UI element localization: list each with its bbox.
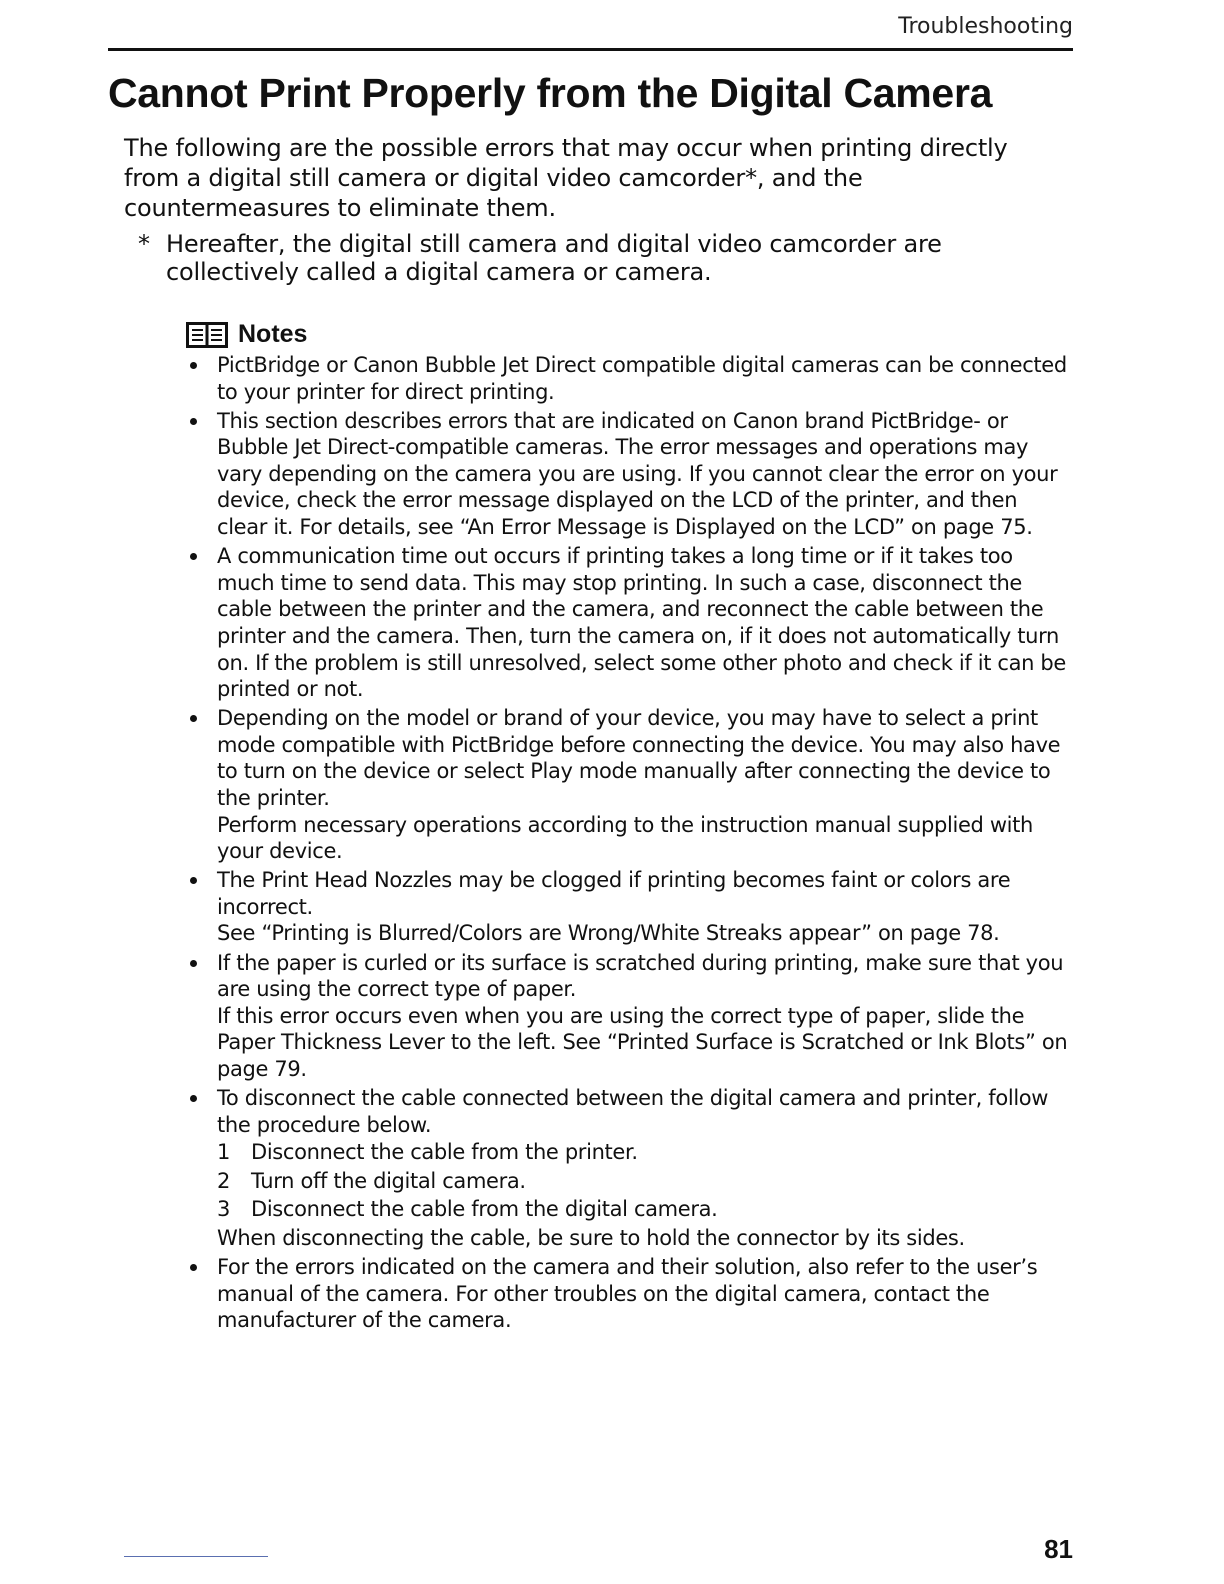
header-rule	[108, 48, 1073, 51]
note-item	[186, 1254, 1071, 1334]
note-after: When disconnecting the cable, be sure to hold the connector by its sides.	[217, 1226, 965, 1250]
step-number: 2	[217, 1168, 231, 1193]
step-item	[217, 1168, 1071, 1195]
page-number: 81	[1044, 1534, 1073, 1564]
notes-header	[186, 320, 307, 349]
step-number: 3	[217, 1197, 231, 1222]
notes-list	[186, 352, 1071, 1336]
step-text: Turn off the digital camera.	[251, 1168, 526, 1193]
disconnect-steps	[217, 1139, 1071, 1223]
note-text: The Print Head Nozzles may be clogged if printing becomes faint or colors are incorrect.	[217, 868, 1011, 919]
note-text: Depending on the model or brand of your device, you may have to select a print mode compatible with PictBridge before connecting the device. You may also have to turn on the device or select Play mode manually after connecting the device to the printer.	[217, 706, 1061, 810]
note-text: This section describes errors that are indicated on Canon brand PictBridge- or Bubble Jet Direct-compatible cameras. The error messages and operations may vary depending on the camera you are using. If you cannot clear the error on your device, check the error message displayed on the LCD of the printer, and then clear it. For details, see “An Error Message is Displayed on the LCD” on page 75.	[217, 408, 1058, 540]
note-text: If the paper is curled or its surface is scratched during printing, make sure that you are using the correct type of paper.	[217, 950, 1064, 1002]
note-extra: See “Printing is Blurred/Colors are Wrong/White Streaks appear” on page 78.	[217, 921, 1000, 946]
footer-line	[124, 1556, 268, 1557]
step-text: Disconnect the cable from the printer.	[251, 1140, 638, 1165]
step-number: 1	[217, 1140, 231, 1165]
note-item	[186, 1085, 1071, 1252]
note-text: PictBridge or Canon Bubble Jet Direct compatible digital cameras can be connected to your printer for direct printing.	[217, 353, 1067, 404]
footnote-text: Hereafter, the digital still camera and digital video camcorder are collectively called a digital camera or camera.	[166, 230, 942, 286]
footnote-asterisk: *	[138, 230, 150, 258]
intro-paragraph: The following are the possible errors that may occur when printing directly from a digital still camera or digital video camcorder*, and the countermeasures to eliminate them.	[124, 134, 1008, 222]
note-item	[186, 705, 1071, 865]
footnote	[138, 230, 1058, 286]
step-text: Disconnect the cable from the digital camera.	[251, 1197, 718, 1222]
note-text: For the errors indicated on the camera and their solution, also refer to the user’s manual of the camera. For other troubles on the digital camera, contact the manufacturer of the camera.	[217, 1255, 1038, 1333]
note-text: To disconnect the cable connected between the digital camera and printer, follow the procedure below.	[217, 1086, 1049, 1137]
notes-book-icon	[186, 322, 228, 348]
note-text: A communication time out occurs if printing takes a long time or if it takes too much time to send data. This may stop printing. In such a case, disconnect the cable between the printer and the camera, and reconnect the cable between the printer and the camera. Then, turn the camera on, if it does not automatically turn on. If the problem is still unresolved, select some other photo and check if it can be printed or not.	[217, 544, 1066, 702]
step-item	[217, 1139, 1071, 1166]
note-extra: Perform necessary operations according to the instruction manual supplied with your device.	[217, 812, 1033, 864]
step-item	[217, 1196, 1071, 1223]
page-title: Cannot Print Properly from the Digital Camera	[108, 70, 993, 116]
note-item	[186, 352, 1071, 405]
note-extra: If this error occurs even when you are using the correct type of paper, slide the Paper Thickness Lever to the left. See “Printed Surface is Scratched or Ink Blots” on page 79.	[217, 1003, 1068, 1081]
note-item	[186, 408, 1071, 541]
note-item	[186, 543, 1071, 703]
notes-title: Notes	[238, 320, 308, 348]
running-header: Troubleshooting	[898, 14, 1073, 39]
note-item	[186, 950, 1071, 1083]
note-item	[186, 867, 1071, 947]
